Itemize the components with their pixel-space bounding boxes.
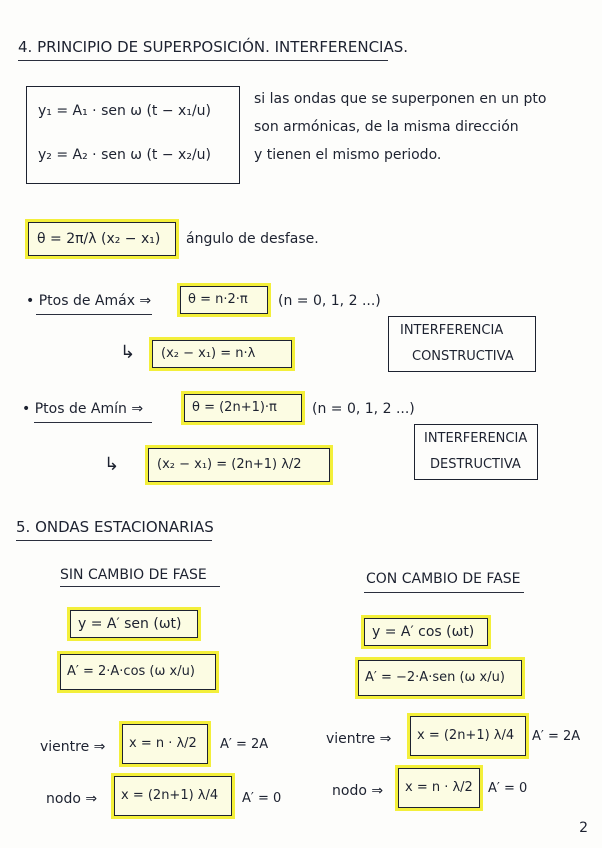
section-5-title-underline bbox=[16, 540, 212, 541]
min-arrow-icon: ↳ bbox=[104, 454, 120, 475]
phase-angle-formula bbox=[28, 222, 176, 256]
constructive-label-line1: INTERFERENCIA bbox=[400, 323, 504, 338]
max-path-condition-text: (x₂ − x₁) = n·λ bbox=[161, 346, 256, 361]
left-node-amplitude: A′ = 0 bbox=[242, 791, 282, 806]
phase-change-underline bbox=[364, 592, 524, 593]
constructive-label-line2: CONSTRUCTIVA bbox=[412, 349, 514, 364]
left-amplitude-formula bbox=[60, 654, 216, 690]
right-node-condition-text: x = n · λ/2 bbox=[405, 780, 473, 795]
wave-equation-y1: y₁ = A₁ · sen ω (t − x₁/u) bbox=[38, 103, 212, 119]
right-antinode-label: vientre ⇒ bbox=[326, 731, 392, 747]
destructive-label-line2: DESTRUCTIVA bbox=[430, 457, 521, 472]
right-antinode-condition bbox=[410, 716, 526, 756]
max-phase-condition-text: θ = n·2·π bbox=[188, 292, 248, 307]
max-amplitude-underline bbox=[36, 314, 152, 315]
left-wave-formula-text: y = A′ sen (ωt) bbox=[78, 616, 182, 632]
superposition-note-line2: son armónicas, de la misma dirección bbox=[254, 119, 519, 135]
phase-change-heading: CON CAMBIO DE FASE bbox=[366, 571, 521, 587]
max-arrow-icon: ↳ bbox=[120, 342, 136, 363]
section-4-title: 4. PRINCIPIO DE SUPERPOSICIÓN. INTERFERENCIAS. bbox=[18, 38, 409, 56]
min-path-condition bbox=[148, 448, 330, 482]
min-range: (n = 0, 1, 2 ...) bbox=[312, 401, 415, 417]
no-phase-change-heading: SIN CAMBIO DE FASE bbox=[60, 567, 207, 583]
max-path-condition bbox=[152, 340, 292, 368]
section-4-title-underline bbox=[18, 60, 388, 61]
wave-equations-box bbox=[26, 86, 240, 184]
left-antinode-condition bbox=[122, 724, 208, 764]
right-amplitude-formula bbox=[358, 660, 522, 696]
right-antinode-condition-text: x = (2n+1) λ/4 bbox=[417, 728, 515, 743]
min-amplitude-underline bbox=[34, 422, 152, 423]
right-antinode-amplitude: A′ = 2A bbox=[532, 729, 581, 744]
left-node-label: nodo ⇒ bbox=[46, 791, 98, 807]
min-phase-condition bbox=[184, 394, 302, 422]
superposition-note-line3: y tienen el mismo periodo. bbox=[254, 147, 442, 163]
min-path-condition-text: (x₂ − x₁) = (2n+1) λ/2 bbox=[157, 457, 302, 472]
left-wave-formula bbox=[70, 610, 198, 638]
max-phase-condition bbox=[180, 286, 268, 314]
right-wave-formula bbox=[364, 618, 488, 646]
min-phase-condition-text: θ = (2n+1)·π bbox=[192, 400, 277, 415]
wave-equation-y2: y₂ = A₂ · sen ω (t − x₂/u) bbox=[38, 147, 212, 163]
max-amplitude-label: • Ptos de Amáx ⇒ bbox=[26, 293, 152, 309]
right-node-condition bbox=[398, 768, 480, 808]
no-phase-change-underline bbox=[60, 586, 220, 587]
left-antinode-amplitude: A′ = 2A bbox=[220, 737, 269, 752]
left-node-condition bbox=[114, 776, 232, 816]
page-number: 2 bbox=[579, 820, 588, 836]
min-amplitude-label: • Ptos de Amín ⇒ bbox=[22, 401, 144, 417]
phase-angle-formula-text: θ = 2π/λ (x₂ − x₁) bbox=[37, 231, 161, 247]
superposition-note-line1: si las ondas que se superponen en un pto bbox=[254, 91, 547, 107]
left-antinode-label: vientre ⇒ bbox=[40, 739, 106, 755]
right-wave-formula-text: y = A′ cos (ωt) bbox=[372, 624, 475, 640]
right-amplitude-formula-text: A′ = −2·A·sen (ω x/u) bbox=[365, 670, 505, 685]
max-range: (n = 0, 1, 2 ...) bbox=[278, 293, 381, 309]
phase-angle-label: ángulo de desfase. bbox=[186, 231, 319, 247]
left-node-condition-text: x = (2n+1) λ/4 bbox=[121, 788, 219, 803]
right-node-amplitude: A′ = 0 bbox=[488, 781, 528, 796]
right-node-label: nodo ⇒ bbox=[332, 783, 384, 799]
left-amplitude-formula-text: A′ = 2·A·cos (ω x/u) bbox=[67, 664, 195, 679]
destructive-label-line1: INTERFERENCIA bbox=[424, 431, 528, 446]
section-5-title: 5. ONDAS ESTACIONARIAS bbox=[16, 518, 214, 536]
left-antinode-condition-text: x = n · λ/2 bbox=[129, 736, 197, 751]
